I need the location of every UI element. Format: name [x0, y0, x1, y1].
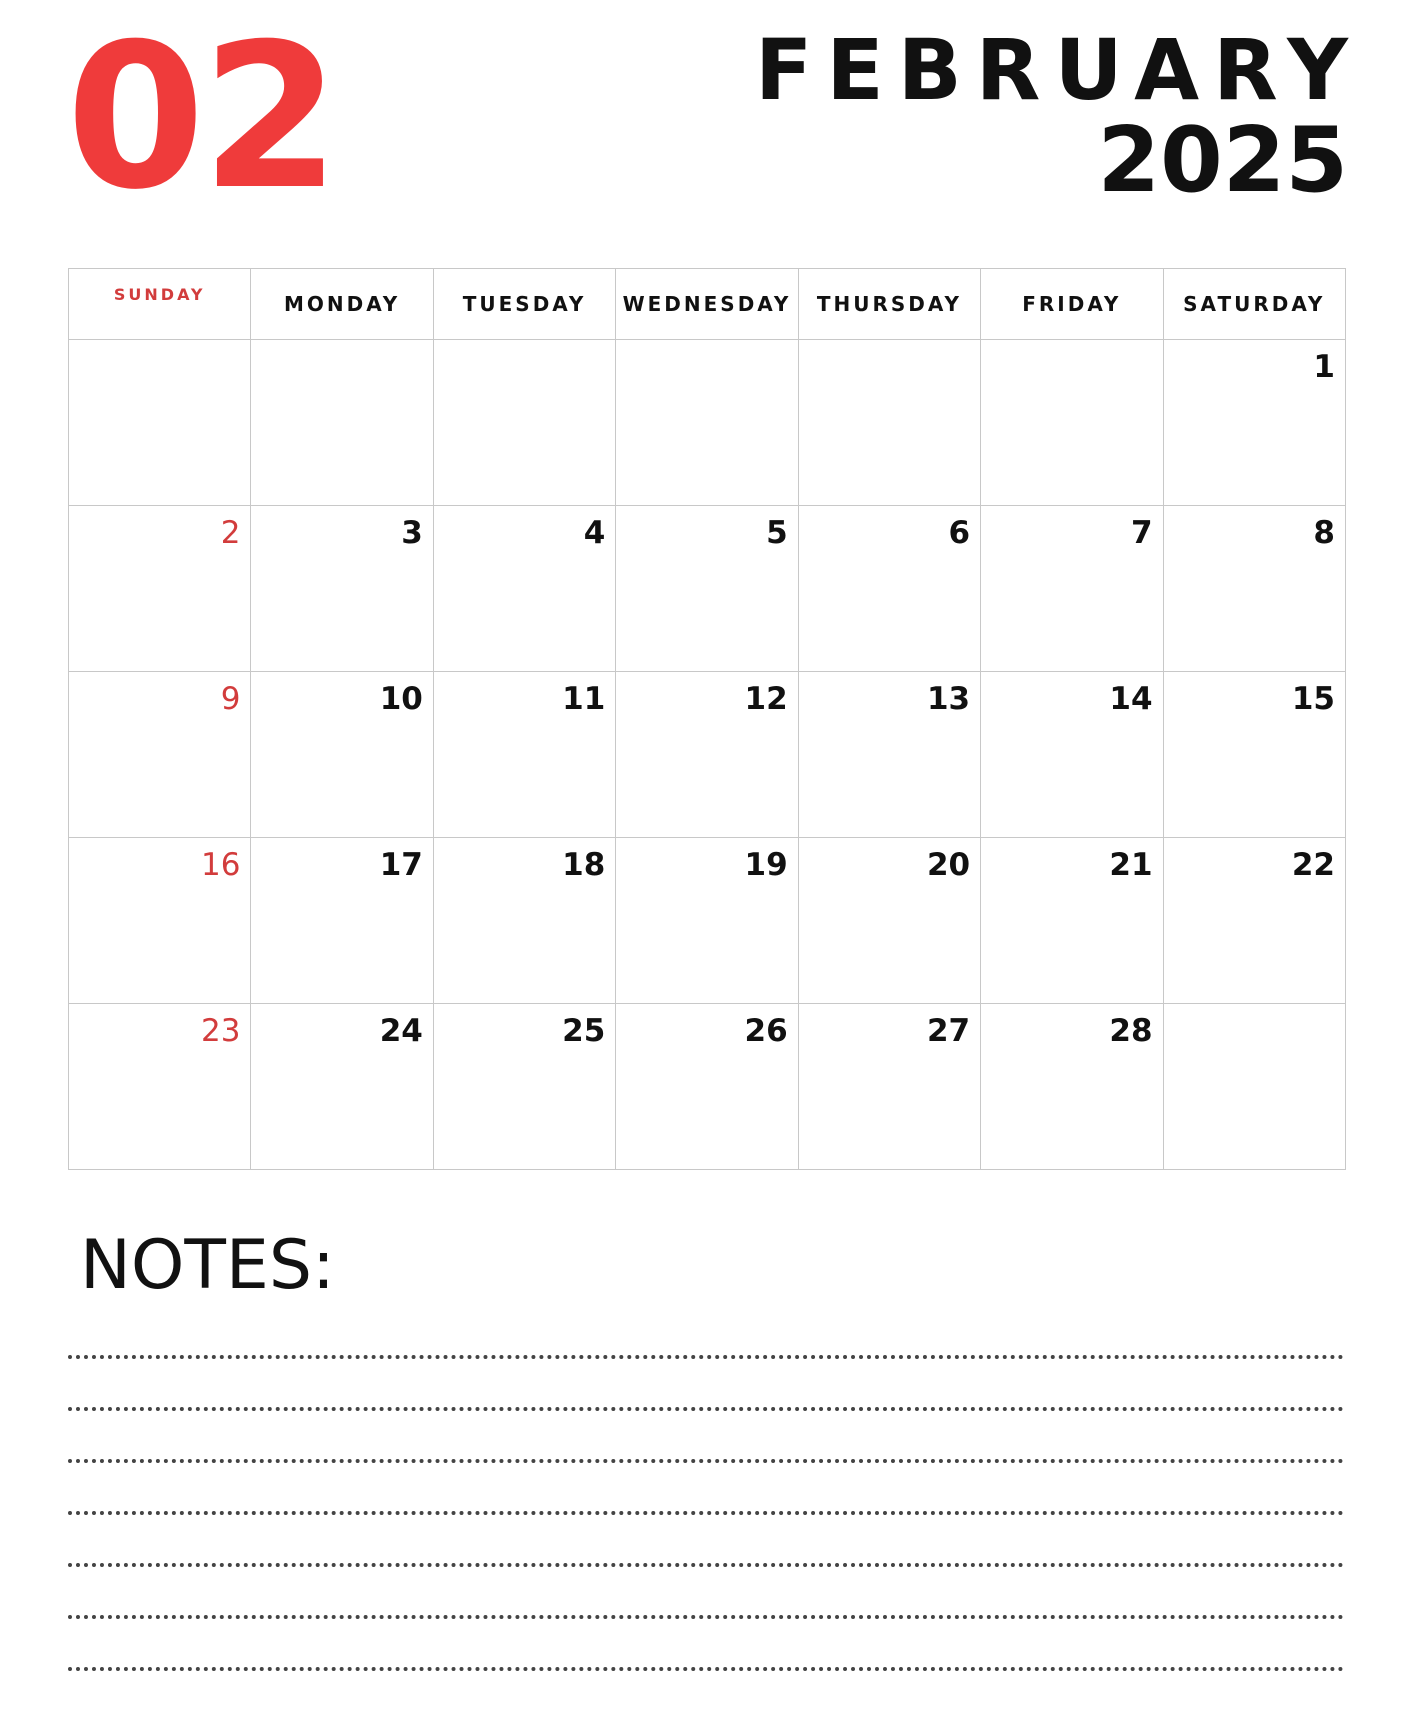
day-cell [69, 838, 251, 1004]
day-number [981, 340, 1162, 352]
day-cell [616, 340, 798, 506]
day-cell [69, 672, 251, 838]
day-cell [1163, 838, 1345, 1004]
day-number: 15 [1291, 681, 1335, 717]
day-cell [798, 672, 980, 838]
day-number: 10 [379, 681, 423, 717]
day-cell [616, 838, 798, 1004]
day-cell [1163, 340, 1345, 506]
day-cell [616, 506, 798, 672]
day-cell [1163, 506, 1345, 672]
day-number: 6 [948, 515, 971, 551]
day-cell [981, 340, 1163, 506]
day-number [616, 340, 797, 352]
day-cell [251, 838, 433, 1004]
day-cell [616, 672, 798, 838]
calendar-grid [68, 268, 1346, 1170]
day-number [434, 340, 615, 352]
day-number: 16 [200, 847, 241, 883]
day-number: 13 [926, 681, 971, 717]
day-number [799, 340, 980, 352]
year: 2025 [1097, 108, 1348, 213]
weekday-tuesday: TUESDAY [433, 269, 615, 340]
day-cell [69, 1004, 251, 1170]
day-cell [616, 1004, 798, 1170]
day-number: 24 [379, 1013, 423, 1049]
day-cell [433, 838, 615, 1004]
day-number: 19 [744, 847, 788, 883]
day-cell [798, 838, 980, 1004]
day-number: 1 [1313, 349, 1335, 385]
month-year-title [754, 21, 1362, 213]
week-row-4 [69, 838, 1346, 1004]
month-number: 02 [66, 1, 337, 234]
day-number: 23 [200, 1013, 241, 1049]
weekday-header-row [69, 269, 1346, 340]
notes-line [68, 1407, 1344, 1411]
day-number: 14 [1109, 681, 1153, 717]
notes-line [68, 1615, 1344, 1619]
day-cell [251, 1004, 433, 1170]
day-number: 3 [401, 515, 423, 551]
day-number [251, 340, 432, 352]
weekday-friday: FRIDAY [981, 269, 1163, 340]
day-cell [981, 672, 1163, 838]
day-number: 22 [1291, 847, 1335, 883]
day-cell [1163, 672, 1345, 838]
day-number: 28 [1109, 1013, 1153, 1049]
day-number: 25 [562, 1013, 606, 1049]
day-number: 8 [1313, 515, 1335, 551]
month-name: FEBRUARY [754, 21, 1362, 119]
day-cell [798, 340, 980, 506]
week-row-5 [69, 1004, 1346, 1170]
notes-line [68, 1667, 1344, 1671]
day-number: 7 [1130, 515, 1153, 551]
week-row-2 [69, 506, 1346, 672]
day-number: 12 [744, 681, 788, 717]
day-number: 11 [562, 681, 606, 717]
day-cell [433, 1004, 615, 1170]
day-number: 21 [1109, 847, 1153, 883]
day-number [1164, 1004, 1345, 1016]
day-number: 18 [562, 847, 606, 883]
day-cell [433, 506, 615, 672]
day-number: 4 [583, 515, 606, 551]
notes-title: NOTES: [80, 1226, 335, 1305]
day-cell [798, 506, 980, 672]
weekday-saturday: SATURDAY [1163, 269, 1345, 340]
day-cell [251, 672, 433, 838]
day-number: 9 [220, 681, 241, 717]
week-row-3 [69, 672, 1346, 838]
weekday-sunday: SUNDAY [69, 269, 251, 340]
weekday-wednesday: WEDNESDAY [616, 269, 798, 340]
week-row-1 [69, 340, 1346, 506]
notes-line [68, 1511, 1344, 1515]
notes-line [68, 1355, 1344, 1359]
day-cell [433, 340, 615, 506]
day-number [69, 340, 250, 352]
day-cell [251, 340, 433, 506]
day-number: 27 [926, 1013, 971, 1049]
weekday-thursday: THURSDAY [798, 269, 980, 340]
day-number: 5 [766, 515, 788, 551]
day-cell [433, 672, 615, 838]
day-cell [69, 340, 251, 506]
notes-line [68, 1563, 1344, 1567]
day-cell [981, 838, 1163, 1004]
day-cell [69, 506, 251, 672]
day-cell [981, 506, 1163, 672]
day-cell [1163, 1004, 1345, 1170]
day-number: 2 [220, 515, 241, 551]
weekday-monday: MONDAY [251, 269, 433, 340]
day-number: 26 [744, 1013, 788, 1049]
day-cell [251, 506, 433, 672]
day-number: 17 [379, 847, 423, 883]
day-number: 20 [926, 847, 971, 883]
notes-line [68, 1459, 1344, 1463]
day-cell [798, 1004, 980, 1170]
day-cell [981, 1004, 1163, 1170]
